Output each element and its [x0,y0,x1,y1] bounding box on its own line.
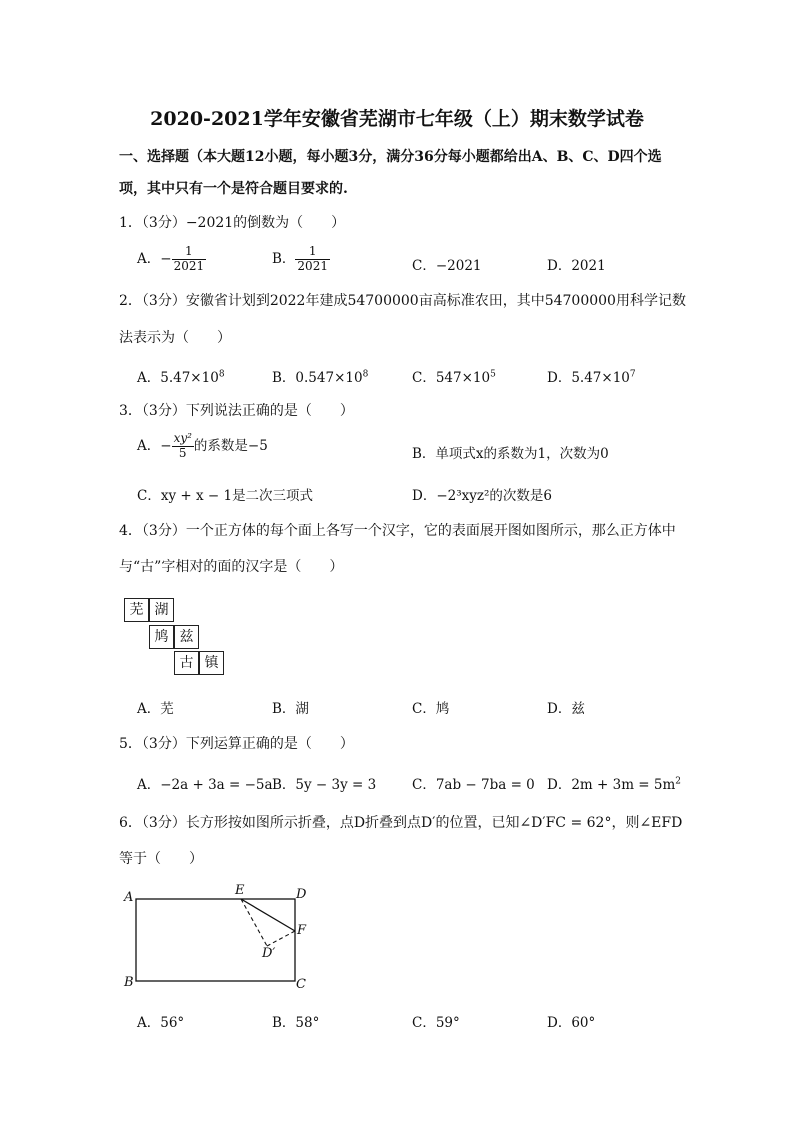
rectangle-abcd [136,899,295,981]
q3-d-expr: D．−2³xyz² [412,488,490,504]
net-cell-4: 兹 [174,625,199,649]
q1-option-c: C．−2021 [412,258,482,274]
q1-stem: 1．（3分）−2021的倒数为（ ） [119,215,346,231]
q3-d-suffix: 的次数是6 [489,488,552,504]
q1-a-fraction [172,245,207,274]
q1-b-num: 1 [295,245,330,260]
q1-a-num: 1 [172,245,207,260]
q2-d-sup: 7 [629,369,636,380]
q3-c-suffix: 是二次三项式 [232,488,314,504]
q1-b-den: 2021 [297,258,328,273]
q3-c-expr: C．xy + x − 1 [137,488,233,504]
q2-option-b [272,366,368,386]
q3-a-prefix: A．− [137,437,172,454]
fold-line-ef [241,899,295,931]
dashed-line-fd-prime [267,931,295,946]
net-cell-1: 芜 [124,598,149,622]
q1-a-prefix: A．− [137,250,172,267]
q4-option-a: A．芜 [137,701,174,717]
q3-a-suffix: 的系数是−5 [193,437,268,454]
q2-option-a [137,366,225,386]
section-header-line2: 项，其中只有一个是符合题目要求的. [119,181,348,197]
q4-option-c: C．鸠 [412,701,450,717]
q2-b-text: B．0.547×10 [272,370,363,386]
q5-option-b: B．5y − 3y = 3 [272,777,377,793]
q3-stem: 3．（3分）下列说法正确的是（ ） [119,403,354,419]
q1-b-prefix: B． [272,250,296,267]
q1-b-fraction [295,245,330,274]
q2-stem-line1: 2．（3分）安徽省计划到2022年建成54700000亩高标准农田，其中54700000用科学记数 [119,293,686,309]
q1-option-b [272,245,330,274]
q6-stem-line1: 6．（3分）长方形按如图所示折叠，点D折叠到点D′的位置，已知∠D′FC = 62°，则∠EFD [119,815,683,831]
q3-option-d [412,484,552,504]
q5-d-sup: 2 [675,776,682,787]
point-label-a: A [124,890,134,905]
q2-option-d [547,366,636,386]
point-label-d: D [296,887,307,902]
net-cell-5: 古 [174,651,199,675]
q4-stem-line1: 4．（3分）一个正方体的每个面上各写一个汉字，它的表面展开图如图所示，那么正方体中 [119,523,676,539]
q2-c-sup: 5 [490,369,496,380]
net-cell-3: 鸠 [149,625,174,649]
section-header-line1: 一、选择题（本大题12小题，每小题3分，满分36分每小题都给出A、B、C、D四个选 [119,149,662,165]
paper-title: 2020-2021学年安徽省芜湖市七年级（上）期末数学试卷 [150,108,644,130]
q4-option-b: B．湖 [272,701,309,717]
q6-option-b: B．58° [272,1015,320,1031]
q2-a-text: A．5.47×10 [137,370,219,386]
q3-a-num: xy² [173,431,192,445]
q2-d-text: D．5.47×10 [547,370,630,386]
q4-stem-line2: 与“古”字相对的面的汉字是（ ） [119,559,344,575]
q3-option-c [137,484,313,504]
q2-option-c [412,366,496,386]
q6-option-d: D．60° [547,1015,596,1031]
q5-stem: 5．（3分）下列运算正确的是（ ） [119,736,354,752]
point-label-f: F [297,923,307,938]
q2-b-sup: 8 [362,369,369,380]
q3-option-b: B．单项式x的系数为1，次数为0 [412,446,609,462]
point-label-b: B [124,975,134,990]
q5-option-d [547,773,681,793]
q1-a-den: 2021 [173,258,205,273]
point-label-c: C [296,977,306,992]
point-label-d-prime: D′ [262,946,276,961]
net-cell-2: 湖 [149,598,174,622]
q2-a-sup: 8 [218,369,225,380]
q2-c-text: C．547×10 [412,370,491,386]
q5-option-c: C．7ab − 7ba = 0 [412,777,535,793]
q1-option-d: D．2021 [547,258,606,274]
q6-stem-line2: 等于（ ） [119,851,203,867]
q5-option-a: A．−2a + 3a = −5a [137,777,273,793]
q3-a-fraction [172,432,194,461]
q3-a-den: 5 [178,445,187,460]
q3-option-a [137,432,268,461]
net-cell-6: 镇 [199,651,224,675]
point-label-e: E [235,883,245,898]
q6-option-a: A．56° [137,1015,185,1031]
q5-d-text: D．2m + 3m = 5m [547,777,676,793]
q2-stem-line2: 法表示为（ ） [119,330,231,346]
q6-option-c: C．59° [412,1015,460,1031]
q4-option-d: D．兹 [547,701,585,717]
q1-option-a [137,245,206,274]
